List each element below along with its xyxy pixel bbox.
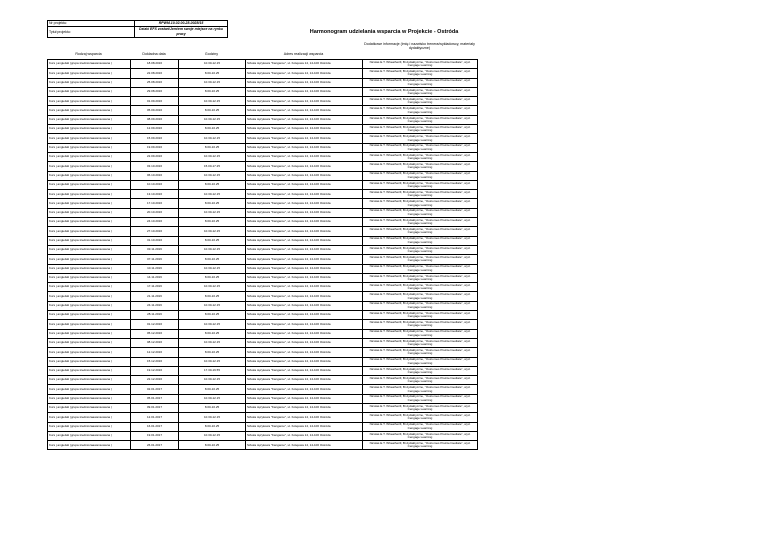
row-info-cell: Nicolas E.T. Wheatherill, Bi dydaktyczne, "Outcomes Preintermediate", wyd. Cengage Learning — [363, 97, 478, 106]
row-date-cell: 10.11.2016 — [131, 264, 179, 273]
row-hours-cell: 10.30-12.15 — [179, 171, 246, 180]
row-type-cell: Kurs j.angielski (grupa średniozaawansowana ) — [48, 385, 131, 394]
row-place-cell: Szkoła Językowa "Kangaroo", ul. Kolejowa 14, 14-100 Ostróda — [246, 431, 363, 440]
table-row — [48, 413, 478, 422]
row-hours-cell: 8.00-10.25 — [179, 329, 246, 338]
project-title-label: Tytuł projektu: — [48, 27, 135, 38]
row-hours-cell: 10.30-12.15 — [179, 208, 246, 217]
row-type-cell: Kurs j.angielski (grupa średniozaawansowana ) — [48, 311, 131, 320]
row-info-cell: Nicolas E.T. Wheatherill, Bi dydaktyczne, "Outcomes Preintermediate", wyd. Cengage Learning — [363, 403, 478, 412]
table-row — [48, 292, 478, 301]
row-info-cell: Nicolas E.T. Wheatherill, Bi dydaktyczne, "Outcomes Preintermediate", wyd. Cengage Learning — [363, 218, 478, 227]
row-type-cell: Kurs j.angielski (grupa średniozaawansowana ) — [48, 273, 131, 282]
row-hours-cell: 8.00-10.25 — [179, 199, 246, 208]
row-hours-cell: 15.00-17.25 — [179, 162, 246, 171]
row-info-cell: Nicolas E.T. Wheatherill, Bi dydaktyczne, "Outcomes Preintermediate", wyd. Cengage Learning — [363, 366, 478, 375]
row-place-cell: Szkoła Językowa "Kangaroo", ul. Kolejowa 14, 14-100 Ostróda — [246, 97, 363, 106]
row-type-cell: Kurs j.angielski (grupa średniozaawansowana ) — [48, 441, 131, 450]
row-info-cell: Nicolas E.T. Wheatherill, Bi dydaktyczne, "Outcomes Preintermediate", wyd. Cengage Learning — [363, 143, 478, 152]
row-place-cell: Szkoła Językowa "Kangaroo", ul. Kolejowa 14, 14-100 Ostróda — [246, 338, 363, 347]
row-place-cell: Szkoła Językowa "Kangaroo", ul. Kolejowa 14, 14-100 Ostróda — [246, 385, 363, 394]
table-row — [48, 115, 478, 124]
row-type-cell: Kurs j.angielski (grupa średniozaawansowana ) — [48, 301, 131, 310]
row-type-cell: Kurs j.angielski (grupa średniozaawansowana ) — [48, 143, 131, 152]
row-type-cell: Kurs j.angielski (grupa średniozaawansowana ) — [48, 422, 131, 431]
table-row — [48, 255, 478, 264]
row-type-cell: Kurs j.angielski (grupa średniozaawansowana ) — [48, 413, 131, 422]
row-hours-cell: 8.00-10.25 — [179, 403, 246, 412]
row-place-cell: Szkoła Językowa "Kangaroo", ul. Kolejowa 14, 14-100 Ostróda — [246, 171, 363, 180]
row-hours-cell: 8.00-10.25 — [179, 125, 246, 134]
row-info-cell: Nicolas E.T. Wheatherill, Bi dydaktyczne, "Outcomes Preintermediate", wyd. Cengage Learning — [363, 152, 478, 161]
row-info-cell: Nicolas E.T. Wheatherill, Bi dydaktyczne, "Outcomes Preintermediate", wyd. Cengage Learning — [363, 162, 478, 171]
table-row — [48, 366, 478, 375]
row-place-cell: Szkoła Językowa "Kangaroo", ul. Kolejowa 14, 14-100 Ostróda — [246, 413, 363, 422]
table-row — [48, 199, 478, 208]
row-date-cell: 29.08.2016 — [131, 87, 179, 96]
row-info-cell: Nicolas E.T. Wheatherill, Bi dydaktyczne, "Outcomes Preintermediate", wyd. Cengage Learning — [363, 171, 478, 180]
row-date-cell: 27.10.2016 — [131, 227, 179, 236]
row-type-cell: Kurs j.angielski (grupa średniozaawansowana ) — [48, 431, 131, 440]
row-hours-cell: 10.30-12.15 — [179, 376, 246, 385]
row-info-cell: Nicolas E.T. Wheatherill, Bi dydaktyczne, "Outcomes Preintermediate", wyd. Cengage Learning — [363, 311, 478, 320]
row-place-cell: Szkoła Językowa "Kangaroo", ul. Kolejowa 14, 14-100 Ostróda — [246, 255, 363, 264]
row-place-cell: Szkoła Językowa "Kangaroo", ul. Kolejowa 14, 14-100 Ostróda — [246, 180, 363, 189]
table-row — [48, 60, 478, 69]
row-hours-cell: 8.00-10.25 — [179, 106, 246, 115]
row-date-cell: 19.01.2017 — [131, 431, 179, 440]
row-place-cell: Szkoła Językowa "Kangaroo", ul. Kolejowa 14, 14-100 Ostróda — [246, 190, 363, 199]
row-hours-cell: 8.00-10.25 — [179, 441, 246, 450]
row-info-cell: Nicolas E.T. Wheatherill, Bi dydaktyczne, "Outcomes Preintermediate", wyd. Cengage Learning — [363, 190, 478, 199]
table-row — [48, 134, 478, 143]
row-date-cell: 22.12.2016 — [131, 376, 179, 385]
row-type-cell: Kurs j.angielski (grupa średniozaawansowana ) — [48, 125, 131, 134]
row-hours-cell: 10.30-12.15 — [179, 283, 246, 292]
row-type-cell: Kurs j.angielski (grupa średniozaawansowana ) — [48, 162, 131, 171]
row-place-cell: Szkoła Językowa "Kangaroo", ul. Kolejowa 14, 14-100 Ostróda — [246, 208, 363, 217]
table-row — [48, 152, 478, 161]
row-place-cell: Szkoła Językowa "Kangaroo", ul. Kolejowa 14, 14-100 Ostróda — [246, 329, 363, 338]
row-hours-cell: 10.30-12.15 — [179, 394, 246, 403]
row-type-cell: Kurs j.angielski (grupa średniozaawansowana ) — [48, 348, 131, 357]
row-info-cell: Nicolas E.T. Wheatherill, Bi dydaktyczne, "Outcomes Preintermediate", wyd. Cengage Learning — [363, 431, 478, 440]
row-type-cell: Kurs j.angielski (grupa średniozaawansowana ) — [48, 218, 131, 227]
table-row — [48, 283, 478, 292]
col-header-info: Dodatkowe informacje (imię i nazwisko trenera/wykładowcy, materiały dydaktyczne) — [364, 42, 475, 50]
row-place-cell: Szkoła Językowa "Kangaroo", ul. Kolejowa 14, 14-100 Ostróda — [246, 125, 363, 134]
table-row — [48, 329, 478, 338]
row-type-cell: Kurs j.angielski (grupa średniozaawansowana ) — [48, 227, 131, 236]
row-type-cell: Kurs j.angielski (grupa średniozaawansowana ) — [48, 357, 131, 366]
row-place-cell: Szkoła Językowa "Kangaroo", ul. Kolejowa 14, 14-100 Ostróda — [246, 376, 363, 385]
table-row — [48, 143, 478, 152]
row-info-cell: Nicolas E.T. Wheatherill, Bi dydaktyczne, "Outcomes Preintermediate", wyd. Cengage Learning — [363, 227, 478, 236]
row-hours-cell: 10.30-12.15 — [179, 115, 246, 124]
row-info-cell: Nicolas E.T. Wheatherill, Bi dydaktyczne, "Outcomes Preintermediate", wyd. Cengage Learning — [363, 125, 478, 134]
row-place-cell: Szkoła Językowa "Kangaroo", ul. Kolejowa 14, 14-100 Ostróda — [246, 143, 363, 152]
row-info-cell: Nicolas E.T. Wheatherill, Bi dydaktyczne, "Outcomes Preintermediate", wyd. Cengage Learning — [363, 236, 478, 245]
row-date-cell: 26.01.2017 — [131, 441, 179, 450]
row-info-cell: Nicolas E.T. Wheatherill, Bi dydaktyczne, "Outcomes Preintermediate", wyd. Cengage Learning — [363, 394, 478, 403]
row-date-cell: 19.12.2016 — [131, 366, 179, 375]
row-date-cell: 12.09.2016 — [131, 125, 179, 134]
row-date-cell: 25.08.2016 — [131, 78, 179, 87]
row-place-cell: Szkoła Językowa "Kangaroo", ul. Kolejowa 14, 14-100 Ostróda — [246, 264, 363, 273]
row-date-cell: 01.12.2016 — [131, 320, 179, 329]
row-info-cell: Nicolas E.T. Wheatherill, Bi dydaktyczne, "Outcomes Preintermediate", wyd. Cengage Learning — [363, 134, 478, 143]
row-place-cell: Szkoła Językowa "Kangaroo", ul. Kolejowa 14, 14-100 Ostróda — [246, 357, 363, 366]
row-hours-cell: 10.30-12.15 — [179, 134, 246, 143]
row-hours-cell: 8.00-10.25 — [179, 255, 246, 264]
table-row — [48, 273, 478, 282]
table-row — [48, 441, 478, 450]
row-date-cell: 17.11.2016 — [131, 283, 179, 292]
row-date-cell: 10.10.2016 — [131, 180, 179, 189]
project-title-value: Dziaki EFS zostań/Jem/em swoje miejsce na rynku pracy — [135, 27, 228, 38]
row-hours-cell: 8.00-10.25 — [179, 273, 246, 282]
table-row — [48, 78, 478, 87]
table-row — [48, 171, 478, 180]
row-date-cell: 03.11.2016 — [131, 245, 179, 254]
row-info-cell: Nicolas E.T. Wheatherill, Bi dydaktyczne, "Outcomes Preintermediate", wyd. Cengage Learning — [363, 283, 478, 292]
row-info-cell: Nicolas E.T. Wheatherill, Bi dydaktyczne, "Outcomes Preintermediate", wyd. Cengage Learning — [363, 273, 478, 282]
table-row — [48, 87, 478, 96]
row-info-cell: Nicolas E.T. Wheatherill, Bi dydaktyczne, "Outcomes Preintermediate", wyd. Cengage Learning — [363, 320, 478, 329]
row-hours-cell: 8.00-10.25 — [179, 422, 246, 431]
row-info-cell: Nicolas E.T. Wheatherill, Bi dydaktyczne, "Outcomes Preintermediate", wyd. Cengage Learning — [363, 422, 478, 431]
row-place-cell: Szkoła Językowa "Kangaroo", ul. Kolejowa 14, 14-100 Ostróda — [246, 273, 363, 282]
table-row — [48, 125, 478, 134]
row-date-cell: 08.12.2016 — [131, 338, 179, 347]
row-hours-cell: 10.30-12.15 — [179, 357, 246, 366]
table-row — [48, 357, 478, 366]
row-hours-cell: 10.30-12.15 — [179, 413, 246, 422]
row-hours-cell: 8.00-10.25 — [179, 143, 246, 152]
row-hours-cell: 17.30-19.55 — [179, 366, 246, 375]
row-type-cell: Kurs j.angielski (grupa średniozaawansowana ) — [48, 180, 131, 189]
col-header-date: Dokładna data — [142, 52, 166, 56]
row-hours-cell: 10.30-12.15 — [179, 301, 246, 310]
row-hours-cell: 10.30-12.15 — [179, 227, 246, 236]
table-row — [48, 385, 478, 394]
table-row — [48, 245, 478, 254]
row-info-cell: Nicolas E.T. Wheatherill, Bi dydaktyczne, "Outcomes Preintermediate", wyd. Cengage Learning — [363, 255, 478, 264]
project-no-value: RPWM.10.02.00-28-0028/15 — [135, 21, 228, 27]
row-date-cell: 20.10.2016 — [131, 208, 179, 217]
row-date-cell: 05.12.2016 — [131, 329, 179, 338]
row-hours-cell: 10.30-12.15 — [179, 190, 246, 199]
row-date-cell: 06.10.2016 — [131, 171, 179, 180]
row-hours-cell: 8.00-10.25 — [179, 180, 246, 189]
row-hours-cell: 10.30-12.15 — [179, 60, 246, 69]
row-hours-cell: 8.00-10.25 — [179, 218, 246, 227]
schedule-table — [47, 59, 478, 450]
row-place-cell: Szkoła Językowa "Kangaroo", ul. Kolejowa 14, 14-100 Ostróda — [246, 115, 363, 124]
table-row — [48, 106, 478, 115]
row-type-cell: Kurs j.angielski (grupa średniozaawansowana ) — [48, 376, 131, 385]
row-place-cell: Szkoła Językowa "Kangaroo", ul. Kolejowa 14, 14-100 Ostróda — [246, 311, 363, 320]
table-row — [48, 180, 478, 189]
row-info-cell: Nicolas E.T. Wheatherill, Bi dydaktyczne, "Outcomes Preintermediate", wyd. Cengage Learning — [363, 69, 478, 78]
table-row — [48, 218, 478, 227]
row-date-cell: 22.09.2016 — [131, 152, 179, 161]
row-type-cell: Kurs j.angielski (grupa średniozaawansowana ) — [48, 320, 131, 329]
table-row — [48, 422, 478, 431]
row-date-cell: 03.10.2016 — [131, 162, 179, 171]
table-row — [48, 348, 478, 357]
row-info-cell: Nicolas E.T. Wheatherill, Bi dydaktyczne, "Outcomes Preintermediate", wyd. Cengage Learning — [363, 78, 478, 87]
col-header-type: Rodzaj wsparcia — [75, 52, 102, 56]
row-info-cell: Nicolas E.T. Wheatherill, Bi dydaktyczne, "Outcomes Preintermediate", wyd. Cengage Learning — [363, 441, 478, 450]
row-place-cell: Szkoła Językowa "Kangaroo", ul. Kolejowa 14, 14-100 Ostróda — [246, 292, 363, 301]
row-type-cell: Kurs j.angielski (grupa średniozaawansowana ) — [48, 87, 131, 96]
table-row — [48, 338, 478, 347]
row-hours-cell: 8.00-10.25 — [179, 292, 246, 301]
row-hours-cell: 8.00-10.25 — [179, 348, 246, 357]
row-place-cell: Szkoła Językowa "Kangaroo", ul. Kolejowa 14, 14-100 Ostróda — [246, 87, 363, 96]
row-date-cell: 24.10.2016 — [131, 218, 179, 227]
row-date-cell: 13.10.2016 — [131, 190, 179, 199]
row-type-cell: Kurs j.angielski (grupa średniozaawansowana ) — [48, 152, 131, 161]
row-date-cell: 15.12.2016 — [131, 357, 179, 366]
row-hours-cell: 8.00-10.25 — [179, 69, 246, 78]
row-place-cell: Szkoła Językowa "Kangaroo", ul. Kolejowa 14, 14-100 Ostróda — [246, 218, 363, 227]
row-info-cell: Nicolas E.T. Wheatherill, Bi dydaktyczne, "Outcomes Preintermediate", wyd. Cengage Learning — [363, 264, 478, 273]
row-type-cell: Kurs j.angielski (grupa średniozaawansowana ) — [48, 394, 131, 403]
row-place-cell: Szkoła Językowa "Kangaroo", ul. Kolejowa 14, 14-100 Ostróda — [246, 152, 363, 161]
row-date-cell: 09.01.2017 — [131, 403, 179, 412]
table-row — [48, 403, 478, 412]
row-hours-cell: 8.00-10.25 — [179, 311, 246, 320]
row-date-cell: 12.12.2016 — [131, 348, 179, 357]
row-place-cell: Szkoła Językowa "Kangaroo", ul. Kolejowa 14, 14-100 Ostróda — [246, 403, 363, 412]
row-date-cell: 19.09.2016 — [131, 143, 179, 152]
row-hours-cell: 10.30-12.15 — [179, 264, 246, 273]
col-header-hours: Godziny — [204, 52, 219, 56]
row-type-cell: Kurs j.angielski (grupa średniozaawansowana ) — [48, 329, 131, 338]
row-place-cell: Szkoła Językowa "Kangaroo", ul. Kolejowa 14, 14-100 Ostróda — [246, 69, 363, 78]
row-date-cell: 02.01.2017 — [131, 385, 179, 394]
table-row — [48, 301, 478, 310]
row-date-cell: 05.09.2016 — [131, 106, 179, 115]
row-info-cell: Nicolas E.T. Wheatherill, Bi dydaktyczne, "Outcomes Preintermediate", wyd. Cengage Learning — [363, 208, 478, 217]
row-place-cell: Szkoła Językowa "Kangaroo", ul. Kolejowa 14, 14-100 Ostróda — [246, 60, 363, 69]
row-date-cell: 12.01.2017 — [131, 413, 179, 422]
row-type-cell: Kurs j.angielski (grupa średniozaawansowana ) — [48, 366, 131, 375]
row-type-cell: Kurs j.angielski (grupa średniozaawansowana ) — [48, 78, 131, 87]
row-hours-cell: 10.30-12.15 — [179, 97, 246, 106]
table-row — [48, 190, 478, 199]
row-place-cell: Szkoła Językowa "Kangaroo", ul. Kolejowa 14, 14-100 Ostróda — [246, 441, 363, 450]
row-type-cell: Kurs j.angielski (grupa średniozaawansowana ) — [48, 115, 131, 124]
row-date-cell: 18.08.2016 — [131, 60, 179, 69]
row-place-cell: Szkoła Językowa "Kangaroo", ul. Kolejowa 14, 14-100 Ostróda — [246, 134, 363, 143]
row-info-cell: Nicolas E.T. Wheatherill, Bi dydaktyczne, "Outcomes Preintermediate", wyd. Cengage Learning — [363, 115, 478, 124]
row-place-cell: Szkoła Językowa "Kangaroo", ul. Kolejowa 14, 14-100 Ostróda — [246, 283, 363, 292]
table-row — [48, 236, 478, 245]
row-info-cell: Nicolas E.T. Wheatherill, Bi dydaktyczne, "Outcomes Preintermediate", wyd. Cengage Learning — [363, 180, 478, 189]
row-type-cell: Kurs j.angielski (grupa średniozaawansowana ) — [48, 60, 131, 69]
row-type-cell: Kurs j.angielski (grupa średniozaawansowana ) — [48, 264, 131, 273]
row-hours-cell: 8.00-10.25 — [179, 236, 246, 245]
row-place-cell: Szkoła Językowa "Kangaroo", ul. Kolejowa 14, 14-100 Ostróda — [246, 366, 363, 375]
row-type-cell: Kurs j.angielski (grupa średniozaawansowana ) — [48, 97, 131, 106]
table-row — [48, 320, 478, 329]
row-date-cell: 07.11.2016 — [131, 255, 179, 264]
row-place-cell: Szkoła Językowa "Kangaroo", ul. Kolejowa 14, 14-100 Ostróda — [246, 320, 363, 329]
row-place-cell: Szkoła Językowa "Kangaroo", ul. Kolejowa 14, 14-100 Ostróda — [246, 236, 363, 245]
table-row — [48, 311, 478, 320]
page-title: Harmonogram udzielania wsparcia w Projekcie - Ostróda — [309, 29, 459, 35]
row-date-cell: 14.11.2016 — [131, 273, 179, 282]
row-date-cell: 28.11.2016 — [131, 311, 179, 320]
table-row — [48, 97, 478, 106]
row-info-cell: Nicolas E.T. Wheatherill, Bi dydaktyczne, "Outcomes Preintermediate", wyd. Cengage Learning — [363, 329, 478, 338]
table-row — [48, 227, 478, 236]
row-place-cell: Szkoła Językowa "Kangaroo", ul. Kolejowa 14, 14-100 Ostróda — [246, 348, 363, 357]
row-info-cell: Nicolas E.T. Wheatherill, Bi dydaktyczne, "Outcomes Preintermediate", wyd. Cengage Learning — [363, 87, 478, 96]
row-hours-cell: 10.30-12.15 — [179, 245, 246, 254]
row-type-cell: Kurs j.angielski (grupa średniozaawansowana ) — [48, 292, 131, 301]
row-place-cell: Szkoła Językowa "Kangaroo", ul. Kolejowa 14, 14-100 Ostróda — [246, 422, 363, 431]
row-info-cell: Nicolas E.T. Wheatherill, Bi dydaktyczne, "Outcomes Preintermediate", wyd. Cengage Learning — [363, 413, 478, 422]
row-place-cell: Szkoła Językowa "Kangaroo", ul. Kolejowa 14, 14-100 Ostróda — [246, 394, 363, 403]
row-place-cell: Szkoła Językowa "Kangaroo", ul. Kolejowa 14, 14-100 Ostróda — [246, 78, 363, 87]
row-date-cell: 22.08.2016 — [131, 69, 179, 78]
row-place-cell: Szkoła Językowa "Kangaroo", ul. Kolejowa 14, 14-100 Ostróda — [246, 199, 363, 208]
row-info-cell: Nicolas E.T. Wheatherill, Bi dydaktyczne, "Outcomes Preintermediate", wyd. Cengage Learning — [363, 199, 478, 208]
row-date-cell: 21.11.2016 — [131, 292, 179, 301]
row-type-cell: Kurs j.angielski (grupa średniozaawansowana ) — [48, 245, 131, 254]
row-type-cell: Kurs j.angielski (grupa średniozaawansowana ) — [48, 199, 131, 208]
row-info-cell: Nicolas E.T. Wheatherill, Bi dydaktyczne, "Outcomes Preintermediate", wyd. Cengage Learning — [363, 357, 478, 366]
row-info-cell: Nicolas E.T. Wheatherill, Bi dydaktyczne, "Outcomes Preintermediate", wyd. Cengage Learning — [363, 376, 478, 385]
row-place-cell: Szkoła Językowa "Kangaroo", ul. Kolejowa 14, 14-100 Ostróda — [246, 162, 363, 171]
row-type-cell: Kurs j.angielski (grupa średniozaawansowana ) — [48, 255, 131, 264]
row-date-cell: 17.10.2016 — [131, 199, 179, 208]
table-row — [48, 394, 478, 403]
table-row — [48, 208, 478, 217]
row-place-cell: Szkoła Językowa "Kangaroo", ul. Kolejowa 14, 14-100 Ostróda — [246, 245, 363, 254]
row-info-cell: Nicolas E.T. Wheatherill, Bi dydaktyczne, "Outcomes Preintermediate", wyd. Cengage Learning — [363, 60, 478, 69]
row-hours-cell: 10.30-12.15 — [179, 152, 246, 161]
row-place-cell: Szkoła Językowa "Kangaroo", ul. Kolejowa 14, 14-100 Ostróda — [246, 227, 363, 236]
row-date-cell: 01.09.2016 — [131, 97, 179, 106]
table-row — [48, 431, 478, 440]
row-type-cell: Kurs j.angielski (grupa średniozaawansowana ) — [48, 208, 131, 217]
row-type-cell: Kurs j.angielski (grupa średniozaawansowana ) — [48, 283, 131, 292]
row-hours-cell: 8.00-10.25 — [179, 385, 246, 394]
row-info-cell: Nicolas E.T. Wheatherill, Bi dydaktyczne, "Outcomes Preintermediate", wyd. Cengage Learning — [363, 245, 478, 254]
row-type-cell: Kurs j.angielski (grupa średniozaawansowana ) — [48, 106, 131, 115]
col-header-place: Adres realizacji wsparcia — [283, 52, 324, 56]
row-type-cell: Kurs j.angielski (grupa średniozaawansowana ) — [48, 338, 131, 347]
table-row — [48, 376, 478, 385]
row-date-cell: 16.01.2017 — [131, 422, 179, 431]
row-type-cell: Kurs j.angielski (grupa średniozaawansowana ) — [48, 403, 131, 412]
row-place-cell: Szkoła Językowa "Kangaroo", ul. Kolejowa 14, 14-100 Ostróda — [246, 106, 363, 115]
row-info-cell: Nicolas E.T. Wheatherill, Bi dydaktyczne, "Outcomes Preintermediate", wyd. Cengage Learning — [363, 338, 478, 347]
row-type-cell: Kurs j.angielski (grupa średniozaawansowana ) — [48, 190, 131, 199]
row-date-cell: 05.01.2017 — [131, 394, 179, 403]
row-hours-cell: 10.30-12.15 — [179, 431, 246, 440]
row-hours-cell: 10.30-12.15 — [179, 338, 246, 347]
table-row — [48, 69, 478, 78]
table-row — [48, 162, 478, 171]
project-no-label: Nr projektu: — [48, 21, 135, 27]
row-hours-cell: 10.30-12.15 — [179, 78, 246, 87]
row-info-cell: Nicolas E.T. Wheatherill, Bi dydaktyczne, "Outcomes Preintermediate", wyd. Cengage Learning — [363, 292, 478, 301]
row-date-cell: 24.11.2016 — [131, 301, 179, 310]
row-info-cell: Nicolas E.T. Wheatherill, Bi dydaktyczne, "Outcomes Preintermediate", wyd. Cengage Learning — [363, 385, 478, 394]
row-type-cell: Kurs j.angielski (grupa średniozaawansowana ) — [48, 236, 131, 245]
row-info-cell: Nicolas E.T. Wheatherill, Bi dydaktyczne, "Outcomes Preintermediate", wyd. Cengage Learning — [363, 301, 478, 310]
row-type-cell: Kurs j.angielski (grupa średniozaawansowana ) — [48, 134, 131, 143]
row-date-cell: 08.09.2016 — [131, 115, 179, 124]
table-row — [48, 264, 478, 273]
row-type-cell: Kurs j.angielski (grupa średniozaawansowana ) — [48, 69, 131, 78]
row-info-cell: Nicolas E.T. Wheatherill, Bi dydaktyczne, "Outcomes Preintermediate", wyd. Cengage Learning — [363, 106, 478, 115]
row-info-cell: Nicolas E.T. Wheatherill, Bi dydaktyczne, "Outcomes Preintermediate", wyd. Cengage Learning — [363, 348, 478, 357]
row-hours-cell: 10.30-12.15 — [179, 320, 246, 329]
row-date-cell: 31.10.2016 — [131, 236, 179, 245]
row-hours-cell: 8.00-10.25 — [179, 87, 246, 96]
row-date-cell: 15.09.2016 — [131, 134, 179, 143]
row-type-cell: Kurs j.angielski (grupa średniozaawansowana ) — [48, 171, 131, 180]
row-place-cell: Szkoła Językowa "Kangaroo", ul. Kolejowa 14, 14-100 Ostróda — [246, 301, 363, 310]
